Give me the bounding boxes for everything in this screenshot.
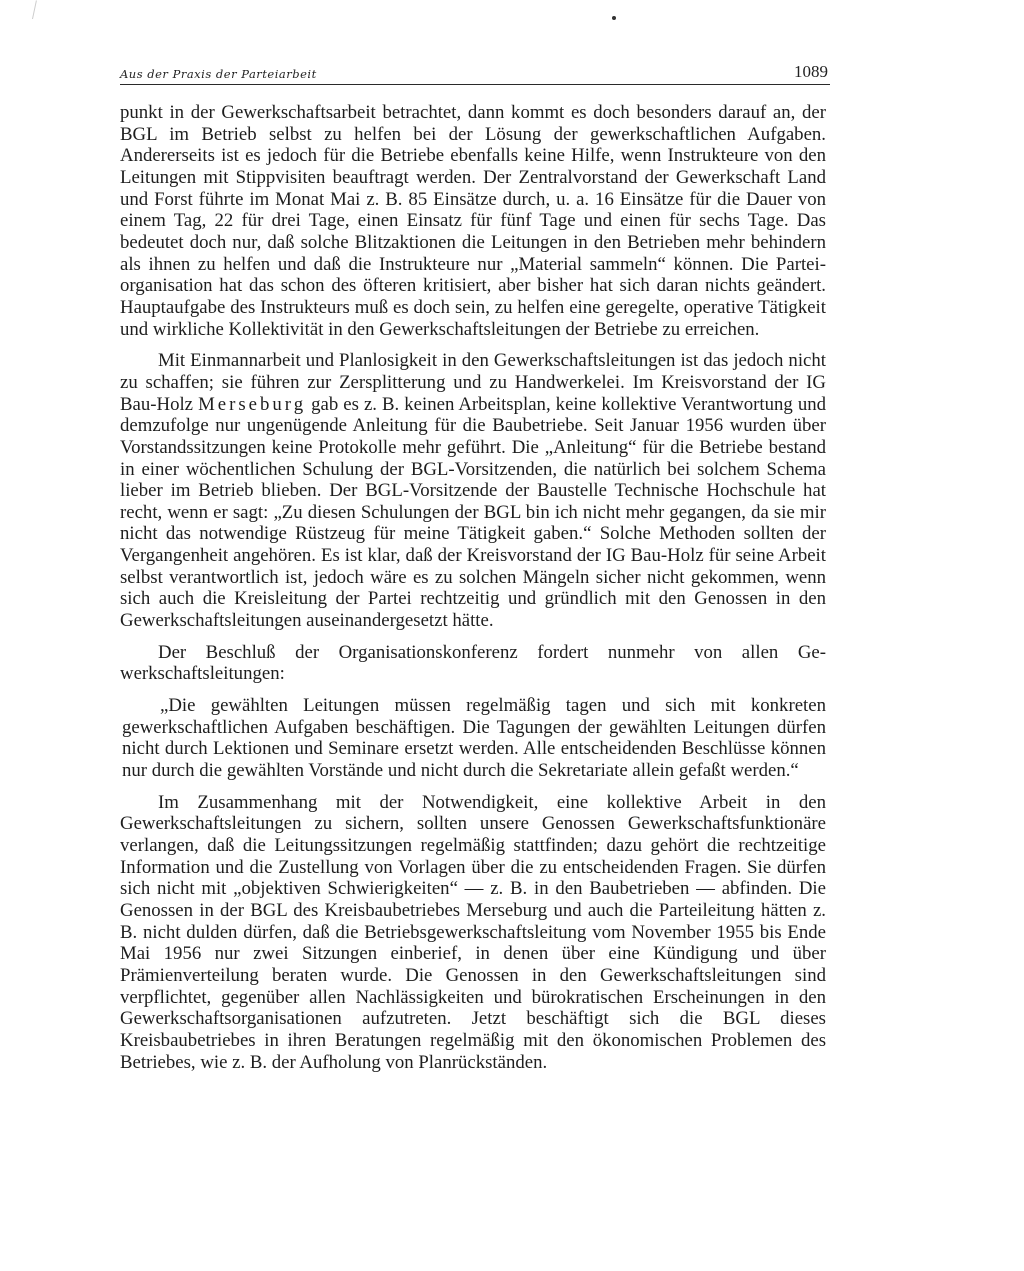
scan-margin-mark bbox=[32, 0, 51, 19]
paragraph-einmannarbeit bbox=[120, 350, 826, 632]
running-head: Aus der Praxis der Parteiarbeit bbox=[120, 67, 317, 81]
paragraph-continuation: punkt in der Gewerkschaftsarbeit betrachtet, dann kommt es doch besonders darauf an, der BGL im Betrieb selbst zu helfen bei der Lösung der gewerkschaftlichen Aufgaben. Andererseits ist es jedoch für die Betriebe ebenfalls keine Hilfe, wenn Instrukteure von den Leitungen mit Stippvisiten beauftragt werden. Der Zentralvorstand der Gewerkschaft Land und Forst führte im Monat Mai z. B. 85 Einsätze durch, u. a. 16 Einsätze für die Dauer von einem Tag, 22 für drei Tage, einen Einsatz für fünf Tage und einen für sechs Tage. Das bedeutet doch nur, daß solche Blitzaktionen die Leitungen in den Betrieben mehr behindern als ihnen zu helfen und daß die Instrukteure nur „Material sammeln“ können. Die Parteiorganisation hat das schon des öfteren kritisiert, aber bisher hat sich daran nichts geändert. Hauptaufgabe des Instrukteurs muß es doch sein, zu helfen eine geregelte, operative Tätigkeit und wirkliche Kollektivität in den Gewerkschaftsleitungen der Betriebe zu erreichen. bbox=[120, 102, 826, 340]
paragraph-beschluss: Der Beschluß der Organisationskonferenz fordert nunmehr von allen Gewerkschaftsleitungen: bbox=[120, 641, 826, 685]
paragraph-text: Mit Einmannarbeit und Planlosigkeit in den Gewerkschaftsleitungen ist das jedoch nicht zu schaffen; sie führen zur Zersplitterung und zu Handwerkelei. Im Kreisvorstand der IG Bau-Holz bbox=[120, 350, 826, 415]
page-header bbox=[120, 60, 830, 85]
paragraph-text: gab es z. B. keinen Arbeitsplan, keine kollektive Verantwortung und demzufolge nur ungenügende Anleitung für die Baubetriebe. Seit Januar 1956 wurden über Vorstandssitzungen keine Protokolle mehr geführt. Die „Anleitung“ für die Betriebe bestand in einer wöchentlichen Schulung der BGL-Vorsitzenden, die natürlich bei solchem Schema lieber im Betrieb blieben. Der BGL-Vorsitzende der Baustelle Technische Hochschule hat recht, wenn er sagt: „Zu diesen Schulungen der BGL bin ich nicht mehr gegangen, da sie mir nicht das notwendige Rüstzeug für meine Tätigkeit gaben.“ Solche Methoden sollten der Vergangenheit angehören. Es ist klar, daß der Kreisvorstand der IG Bau-Holz für seine Arbeit selbst verantwortlich ist, jedoch wäre es zu solchen Mängeln sicher nicht gekommen, wenn sich auch die Kreisleitung der Partei rechtzeitig und gründlich mit den Genossen in den Gewerkschaftsleitungen auseinandergesetzt hätte. bbox=[120, 393, 826, 632]
body-text bbox=[120, 102, 826, 1083]
ink-speck bbox=[612, 16, 616, 20]
paragraph-zusammenhang: Im Zusammenhang mit der Notwendigkeit, eine kollektive Arbeit in den Gewerkschaftsleitungen zu sichern, sollten unsere Genossen Gewerkschaftsfunktionäre verlangen, daß die Leitungssitzungen regelmäßig stattfinden; dazu gehört die rechtzeitige Information und die Zustellung von Vorlagen über die zu entscheidenden Fragen. Sie dürfen sich nicht mit „objektiven Schwierigkeiten“ — z. B. in den Baubetrieben — abfinden. Die Genossen in der BGL des Kreisbaubetriebes Merseburg und auch die Parteileitung hätten z. B. nicht dulden dürfen, daß die Betriebsgewerkschaftsleitung vom November 1955 bis Ende Mai 1956 nur zwei Sitzungen einberief, in denen über eine Kündigung und über Prämienverteilung beraten wurde. Die Genossen in den Gewerkschaftsleitungen sind verpflichtet, gegenüber allen Nachlässigkeiten und bürokratischen Erscheinungen in den Gewerkschaftsorganisationen aufzutreten. Jetzt beschäftigt sich die BGL dieses Kreisbaubetriebes in ihren Beratungen regelmäßig mit den ökonomischen Problemen des Betriebes, wie z. B. der Aufholung von Planrückständen. bbox=[120, 791, 826, 1073]
spaced-place-name: Merseburg bbox=[198, 393, 307, 415]
page-number: 1089 bbox=[794, 62, 828, 81]
quotation-paragraph: „Die gewählten Leitungen müssen regelmäßig tagen und sich mit konkreten gewerkschaftlichen Aufgaben beschäftigen. Die Tagungen der gewählten Leitungen dürfen nicht durch Lektionen und Seminare ersetzt werden. Alle entscheidenden Beschlüsse können nur durch die gewählten Vorstände und nicht durch die Sekretariate allein gefaßt werden.“ bbox=[122, 695, 826, 782]
